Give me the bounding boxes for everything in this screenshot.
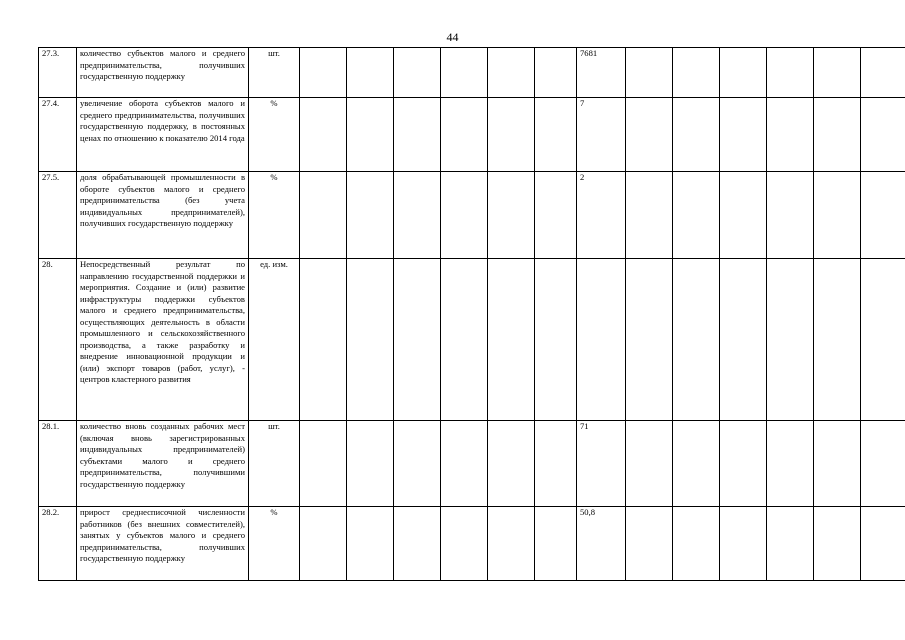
- indicator-name: доля обрабатывающей промышленности в обороте субъектов малого и среднего предпринимательства (без учета индивидуальных предпринимателей), получивших государственную поддержку: [77, 172, 249, 259]
- row-number: 27.5.: [39, 172, 77, 259]
- empty-cell: [535, 98, 577, 172]
- empty-cell: [767, 259, 814, 421]
- indicators-table: [38, 47, 905, 581]
- value-cell: 7681: [577, 48, 626, 98]
- empty-cell: [300, 259, 347, 421]
- row-number: 28.1.: [39, 421, 77, 507]
- empty-cell: [347, 172, 394, 259]
- empty-cell: [814, 98, 861, 172]
- empty-cell: [720, 48, 767, 98]
- empty-cell: [861, 98, 905, 172]
- unit-cell: %: [249, 98, 300, 172]
- value-cell: 71: [577, 421, 626, 507]
- empty-cell: [861, 421, 905, 507]
- value-cell: 50,8: [577, 507, 626, 581]
- empty-cell: [626, 507, 673, 581]
- table-row: [39, 259, 905, 421]
- empty-cell: [720, 259, 767, 421]
- table-row: [39, 172, 905, 259]
- empty-cell: [814, 259, 861, 421]
- empty-cell: [673, 507, 720, 581]
- empty-cell: [300, 48, 347, 98]
- empty-cell: [394, 507, 441, 581]
- empty-cell: [626, 48, 673, 98]
- empty-cell: [441, 98, 488, 172]
- empty-cell: [814, 172, 861, 259]
- indicator-name: количество субъектов малого и среднего предпринимательства, получивших государственную поддержку: [77, 48, 249, 98]
- empty-cell: [767, 172, 814, 259]
- row-number: 27.4.: [39, 98, 77, 172]
- empty-cell: [767, 507, 814, 581]
- indicator-name: количество вновь созданных рабочих мест (включая вновь зарегистрированных индивидуальных предпринимателей) субъектами малого и среднего предпринимательства, получившими государственную поддержку: [77, 421, 249, 507]
- row-number: 28.2.: [39, 507, 77, 581]
- empty-cell: [720, 98, 767, 172]
- empty-cell: [535, 507, 577, 581]
- empty-cell: [626, 172, 673, 259]
- empty-cell: [861, 507, 905, 581]
- empty-cell: [488, 48, 535, 98]
- empty-cell: [861, 48, 905, 98]
- empty-cell: [767, 48, 814, 98]
- table-row: [39, 507, 905, 581]
- empty-cell: [394, 172, 441, 259]
- empty-cell: [300, 421, 347, 507]
- empty-cell: [861, 259, 905, 421]
- indicator-name: прирост среднесписочной численности работников (без внешних совместителей), занятых у субъектов малого и среднего предпринимательства, получивших государственную поддержку: [77, 507, 249, 581]
- empty-cell: [861, 172, 905, 259]
- empty-cell: [441, 259, 488, 421]
- empty-cell: [394, 98, 441, 172]
- empty-cell: [300, 172, 347, 259]
- indicator-name: увеличение оборота субъектов малого и среднего предпринимательства, получивших государственную поддержку, в постоянных ценах по отношению к показателю 2014 года: [77, 98, 249, 172]
- empty-cell: [394, 48, 441, 98]
- unit-cell: %: [249, 172, 300, 259]
- unit-cell: шт.: [249, 48, 300, 98]
- empty-cell: [488, 507, 535, 581]
- empty-cell: [626, 98, 673, 172]
- unit-cell: шт.: [249, 421, 300, 507]
- unit-cell: ед. изм.: [249, 259, 300, 421]
- empty-cell: [347, 507, 394, 581]
- empty-cell: [535, 48, 577, 98]
- empty-cell: [488, 172, 535, 259]
- empty-cell: [720, 507, 767, 581]
- table-row: [39, 98, 905, 172]
- empty-cell: [535, 172, 577, 259]
- empty-cell: [767, 98, 814, 172]
- empty-cell: [673, 259, 720, 421]
- empty-cell: [441, 507, 488, 581]
- empty-cell: [347, 421, 394, 507]
- empty-cell: [535, 259, 577, 421]
- empty-cell: [673, 98, 720, 172]
- empty-cell: [814, 421, 861, 507]
- empty-cell: [347, 98, 394, 172]
- page-number: 44: [446, 30, 459, 44]
- row-number: 27.3.: [39, 48, 77, 98]
- empty-cell: [626, 259, 673, 421]
- empty-cell: [441, 48, 488, 98]
- empty-cell: [535, 421, 577, 507]
- unit-cell: %: [249, 507, 300, 581]
- empty-cell: [488, 259, 535, 421]
- indicator-name: Непосредственный результат по направлению государственной поддержки и мероприятия. Создание и (или) развитие инфраструктуры поддержки субъектов малого и среднего предпринимательства, осуществляющих деятельность в области промышленного и сельскохозяйственного производства, а также разработку и внедрение инновационной продукции и (или) экспорт товаров (работ, услуг), - центров кластерного развития: [77, 259, 249, 421]
- empty-cell: [720, 421, 767, 507]
- empty-cell: [441, 172, 488, 259]
- value-cell: 7: [577, 98, 626, 172]
- table-row: [39, 48, 905, 98]
- empty-cell: [814, 507, 861, 581]
- empty-cell: [300, 98, 347, 172]
- empty-cell: [673, 421, 720, 507]
- table-row: [39, 421, 905, 507]
- empty-cell: [626, 421, 673, 507]
- empty-cell: [673, 48, 720, 98]
- empty-cell: [300, 507, 347, 581]
- empty-cell: [394, 421, 441, 507]
- empty-cell: [441, 421, 488, 507]
- empty-cell: [767, 421, 814, 507]
- empty-cell: [673, 172, 720, 259]
- empty-cell: [488, 98, 535, 172]
- value-cell: [577, 259, 626, 421]
- empty-cell: [720, 172, 767, 259]
- empty-cell: [488, 421, 535, 507]
- empty-cell: [347, 48, 394, 98]
- value-cell: 2: [577, 172, 626, 259]
- empty-cell: [394, 259, 441, 421]
- empty-cell: [347, 259, 394, 421]
- row-number: 28.: [39, 259, 77, 421]
- empty-cell: [814, 48, 861, 98]
